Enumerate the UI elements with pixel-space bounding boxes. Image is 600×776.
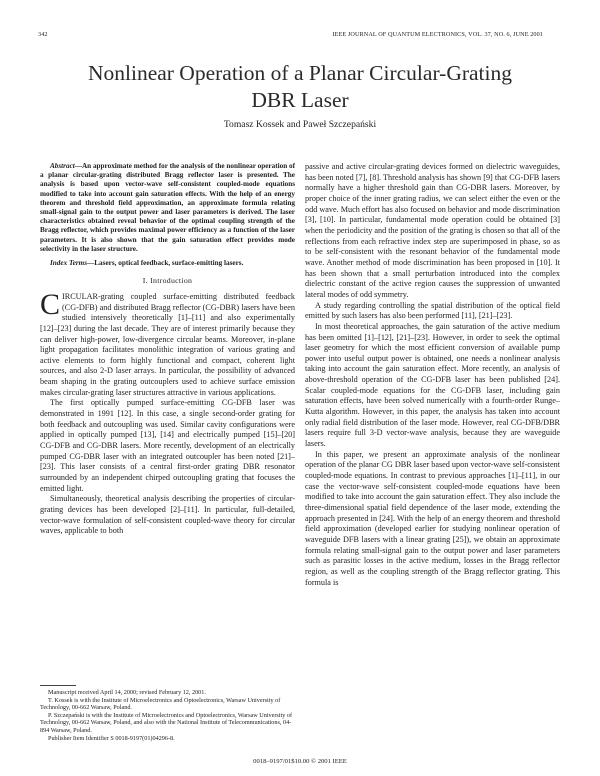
footnote-publisher-id: Publisher Item Identifier S 0018-9197(01)04296-8. [48, 734, 175, 742]
right-paragraph-4: In this paper, we present an approximate analysis of the nonlinear operation of the planar CG DBR laser based upon vector-wave self-consistent coupled-mode equations. In contrast to previous approaches [1]–[11], in our case the vector-wave self-consistent coupled-mode equations have been modified to take into account the gain saturation effect. They also include the three-dimensional spatial field dependence of the laser mode, extending the approach presented in [24]. With the help of an energy theorem and threshold field approximation (developed earlier for studying nonlinear operation of waveguide DFB lasers with a linear grating [25]), we obtain an approximate formula relating small-signal gain to the output power and laser parameters such as parasitic losses in the active medium, losses in the Bragg reflector region, as well as the coupling strength of the Bragg reflector grating. This formula is [305, 449, 560, 587]
intro-p1-text: IRCULAR-grating coupled surface-emitting distributed feedback (CG-DFB) and distributed Bragg reflector (CG-DBR) lasers have been studied intensively theoretically [1]–[11] and also experimentally [12]–[23] during the last decade. They are of interest primarily because they can deliver high-power, low-divergence circular beams. Moreover, in-plane light propagation facilitates monolithic integration of various grating and active elements to form highly functional and compact, coherent light sources, and also 2-D laser arrays. In particular, the possibility of advanced beam shaping in the grating outcouplers used to achieve surface emission makes circular-grating laser structures attractive in various applications. [40, 291, 295, 397]
page-number: 342 [38, 31, 48, 38]
footnote-author-2: P. Szczepański is with the Institute of Microelectronics and Optoelectronics, Warsaw University of Technology, 00-662 Warsaw, Poland, and also with the National Institute of Telecommunications, 04-894 Warsaw, Poland. [40, 711, 293, 734]
drop-cap: C [40, 287, 61, 321]
right-paragraph-1: passive and active circular-grating devices formed on dielectric waveguides, has been noted [7], [8]. Threshold analysis has shown [9] that CG-DFB lasers normally have a higher threshold gain than CG-DBR lasers. Moreover, by proper choice of the inner grating radius, we can select either the even or the odd wave. Much effort has also focused on behavior and mode discrimination [3], [10]. In particular, fundamental mode operation could be obtained [3] when the periodicity and the position of the grating is chosen so that all of the reflections from each refractive index step are superimposed in phase, so as to be self-consistent with the resonant behavior of the fundamental mode wave. Another method of mode discrimination has been proposed in [10]. It has been shown that a small perturbation introduced into the complex dielectric constant of the active region causes the suppression of unwanted lateral modes of odd symmetry. [305, 162, 560, 299]
copyright-line: 0018–9197/01$10.00 © 2001 IEEE [253, 758, 347, 765]
abstract-lead: Abstract— [50, 162, 82, 170]
abstract-text: An approximate method for the analysis of the nonlinear operation of a planar circular-grating distributed Bragg reflector laser is presented. The analysis is based upon vector-wave self-consistent coupled-mode equations modified to take into account gain saturation effects. With the help of an energy theorem and threshold field approximation, an approximate formula relating small-signal gain to the output power and laser parameters is derived. The laser characteristics obtained reveal behavior of the optimal coupling strength of the Bragg reflector, which provides maximal power efficiency as a function of the laser parameters. It is also shown that the gain saturation effect provides mode selectivity in the laser structure. [40, 162, 295, 253]
footnote-manuscript: Manuscript received April 14, 2000; revised February 12, 2001. [48, 689, 206, 696]
abstract [40, 162, 295, 254]
footnote-author-1: T. Kossek is with the Institute of Microelectronics and Optoelectronics, Warsaw University of Technology, 00-662 Warsaw, Poland. [40, 696, 281, 712]
index-terms-lead: Index Terms— [50, 259, 95, 268]
title-line-2: DBR Laser [251, 88, 349, 112]
journal-header: IEEE JOURNAL OF QUANTUM ELECTRONICS, VOL. 37, NO. 6, JUNE 2001 [332, 31, 543, 38]
paper-title [40, 60, 560, 114]
footnote-divider [40, 685, 76, 686]
left-column [40, 162, 295, 537]
intro-paragraph-2: The first optically pumped surface-emitting CG-DFB laser was demonstrated in 1991 [12]. In this case, a single second-order grating for both feedback and outcoupling was used. Similar cavity configurations were applied in optically pumped [13], [14] and electrically pumped [15]–[20] CG-DFB and CG-DBR lasers. More recently, development of an electrically pumped CG-DBR laser with an integrated outcoupler has been noted [21]–[23]. This laser consists of a central first-order grating DBR resonator surrounded by an independent chirped outcoupling grating that focuses the emitted light. [40, 398, 295, 493]
section-heading: I. Introduction [142, 276, 193, 286]
footnotes [40, 689, 295, 742]
authors: Tomasz Kossek and Paweł Szczepański [223, 119, 377, 130]
right-paragraph-2: A study regarding controlling the spatial distribution of the optical field emitted by such lasers has also been performed [11], [21]–[23]. [305, 300, 560, 321]
title-line-1: Nonlinear Operation of a Planar Circular-Grating [87, 61, 513, 85]
right-column [305, 162, 560, 588]
index-terms [40, 259, 295, 268]
intro-paragraph-1 [40, 287, 295, 399]
right-paragraph-3: In most theoretical approaches, the gain saturation of the active medium has been omitted [1]–[12], [21]–[23]. However, in order to seek the optimal laser geometry for which the most efficient conversion of available pump power into useful output power is obtained, one needs a nonlinear analysis taking into account the gain saturation effect. More recently, an analysis of above-threshold operation of the CG-DFB laser has been published [24]. Scalar coupled-mode equations for the CG-DFB laser, including gain saturation effects, have been solved numerically with a fourth-order Runge–Kutta algorithm. However, in this paper, the analysis has taken into account only radial field distribution of the laser mode. However, real CG-DFB/DBR lasers require full 3-D vector-wave analysis, because they are waveguide lasers. [305, 321, 560, 449]
intro-paragraph-3: Simultaneously, theoretical analysis describing the properties of circular-grating devices has been developed [2]–[11]. In particular, full-detailed, vector-wave formulation of self-consistent coupled-wave theory for circular waves, applicable to both [40, 494, 295, 536]
index-terms-text: Lasers, optical feedback, surface-emitting lasers. [94, 259, 244, 268]
